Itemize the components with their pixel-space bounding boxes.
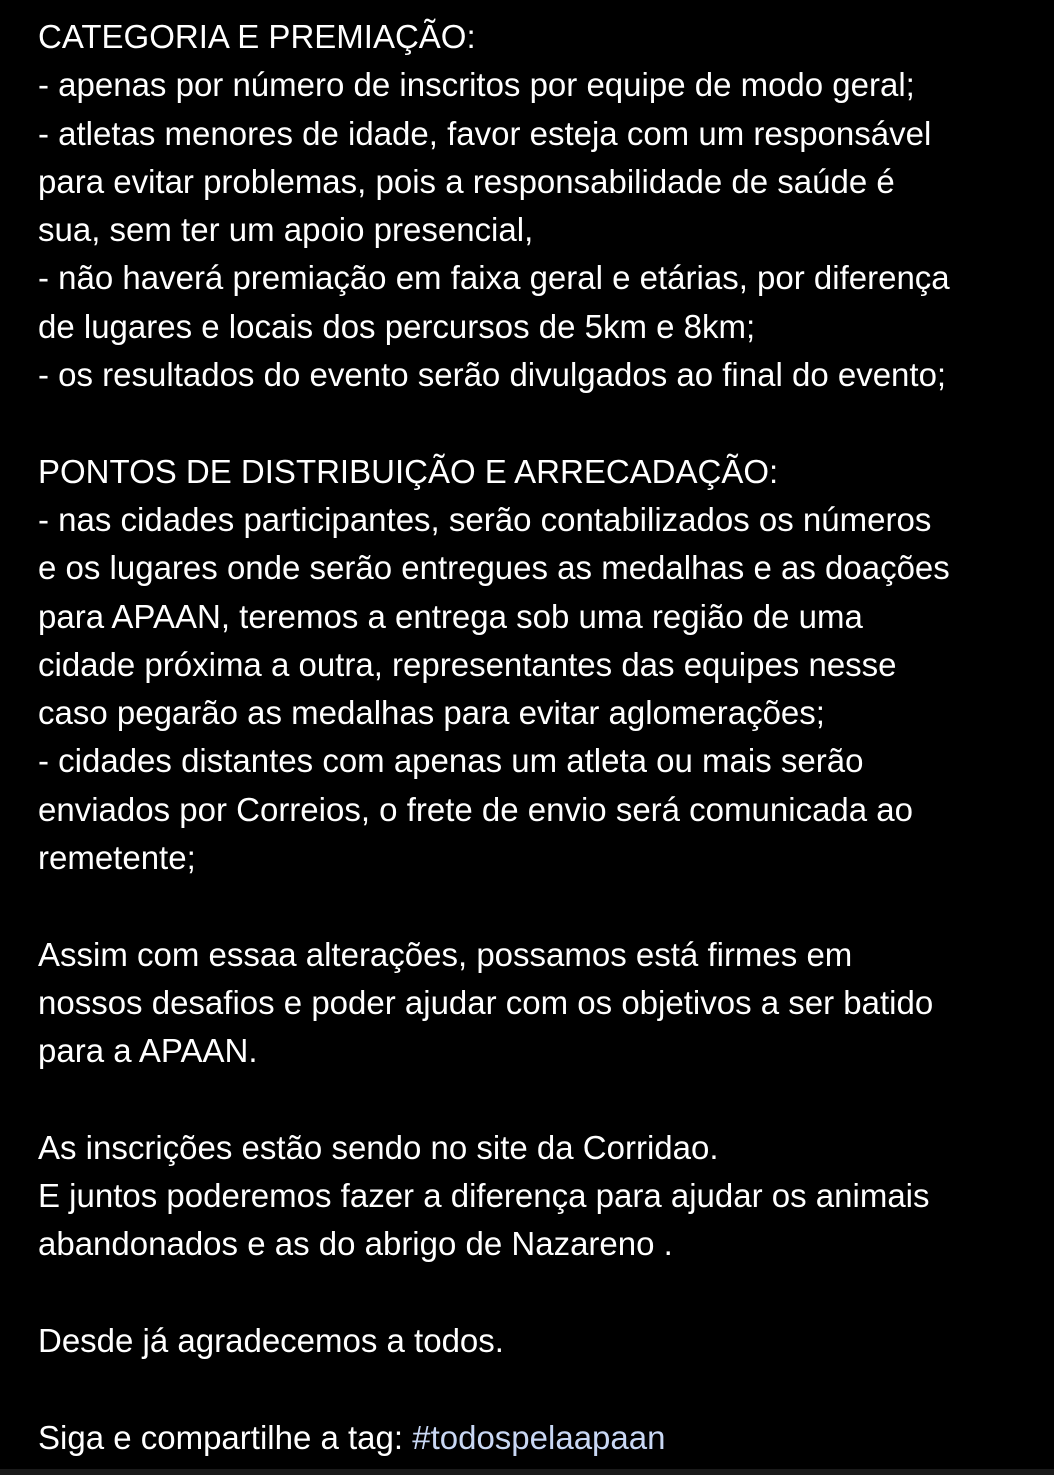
pontos-line-3: para APAAN, teremos a entrega sob uma região de uma xyxy=(38,597,863,635)
bottom-bar xyxy=(0,1469,1054,1475)
pontos-line-6: - cidades distantes com apenas um atleta ou mais serão xyxy=(38,742,864,780)
categoria-line-7: - os resultados do evento serão divulgados ao final do evento; xyxy=(38,356,947,394)
inscricoes-line-1: As inscrições estão sendo no site da Corridao. xyxy=(38,1128,719,1166)
post-text xyxy=(38,13,1043,1462)
categoria-heading: CATEGORIA E PREMIAÇÃO: xyxy=(38,18,476,55)
paragraph-gap xyxy=(38,399,1043,447)
hashtag-link[interactable]: #todospelaapaan xyxy=(412,1418,666,1456)
pontos-heading: PONTOS DE DISTRIBUIÇÃO E ARRECADAÇÃO: xyxy=(38,452,779,490)
pontos-line-5: caso pegarão as medalhas para evitar aglomerações; xyxy=(38,694,825,732)
pontos-line-7: enviados por Correios, o frete de envio será comunicada ao xyxy=(38,790,913,828)
pontos-line-2: e os lugares onde serão entregues as medalhas e as doações xyxy=(38,549,950,587)
pontos-line-4: cidade próxima a outra, representantes das equipes nesse xyxy=(38,645,897,683)
inscricoes-line-3: abandonados e as do abrigo de Nazareno . xyxy=(38,1225,673,1263)
categoria-line-5: - não haverá premiação em faixa geral e etárias, por diferença xyxy=(38,259,950,297)
agradecimento-line: Desde já agradecemos a todos. xyxy=(38,1322,504,1360)
inscricoes-line-2: E juntos poderemos fazer a diferença para ajudar os animais xyxy=(38,1177,930,1215)
assim-line-1: Assim com essaa alterações, possamos está firmes em xyxy=(38,935,853,973)
paragraph-gap xyxy=(38,882,1043,930)
categoria-line-6: de lugares e locais dos percursos de 5km e 8km; xyxy=(38,307,756,345)
categoria-line-3: para evitar problemas, pois a responsabilidade de saúde é xyxy=(38,162,895,200)
categoria-line-1: - apenas por número de inscritos por equipe de modo geral; xyxy=(38,66,915,104)
categoria-line-2: - atletas menores de idade, favor esteja com um responsável xyxy=(38,114,932,152)
tag-line xyxy=(38,1414,1043,1462)
paragraph-gap xyxy=(38,1076,1043,1124)
paragraph-gap xyxy=(38,1365,1043,1413)
tag-prefix: Siga e compartilhe a tag: xyxy=(38,1418,413,1456)
categoria-line-4: sua, sem ter um apoio presencial, xyxy=(38,211,534,249)
paragraph-gap xyxy=(38,1269,1043,1317)
pontos-line-1: - nas cidades participantes, serão contabilizados os números xyxy=(38,500,932,538)
assim-line-3: para a APAAN. xyxy=(38,1032,258,1070)
assim-line-2: nossos desafios e poder ajudar com os objetivos a ser batido xyxy=(38,983,934,1021)
pontos-line-8: remetente; xyxy=(38,839,196,877)
